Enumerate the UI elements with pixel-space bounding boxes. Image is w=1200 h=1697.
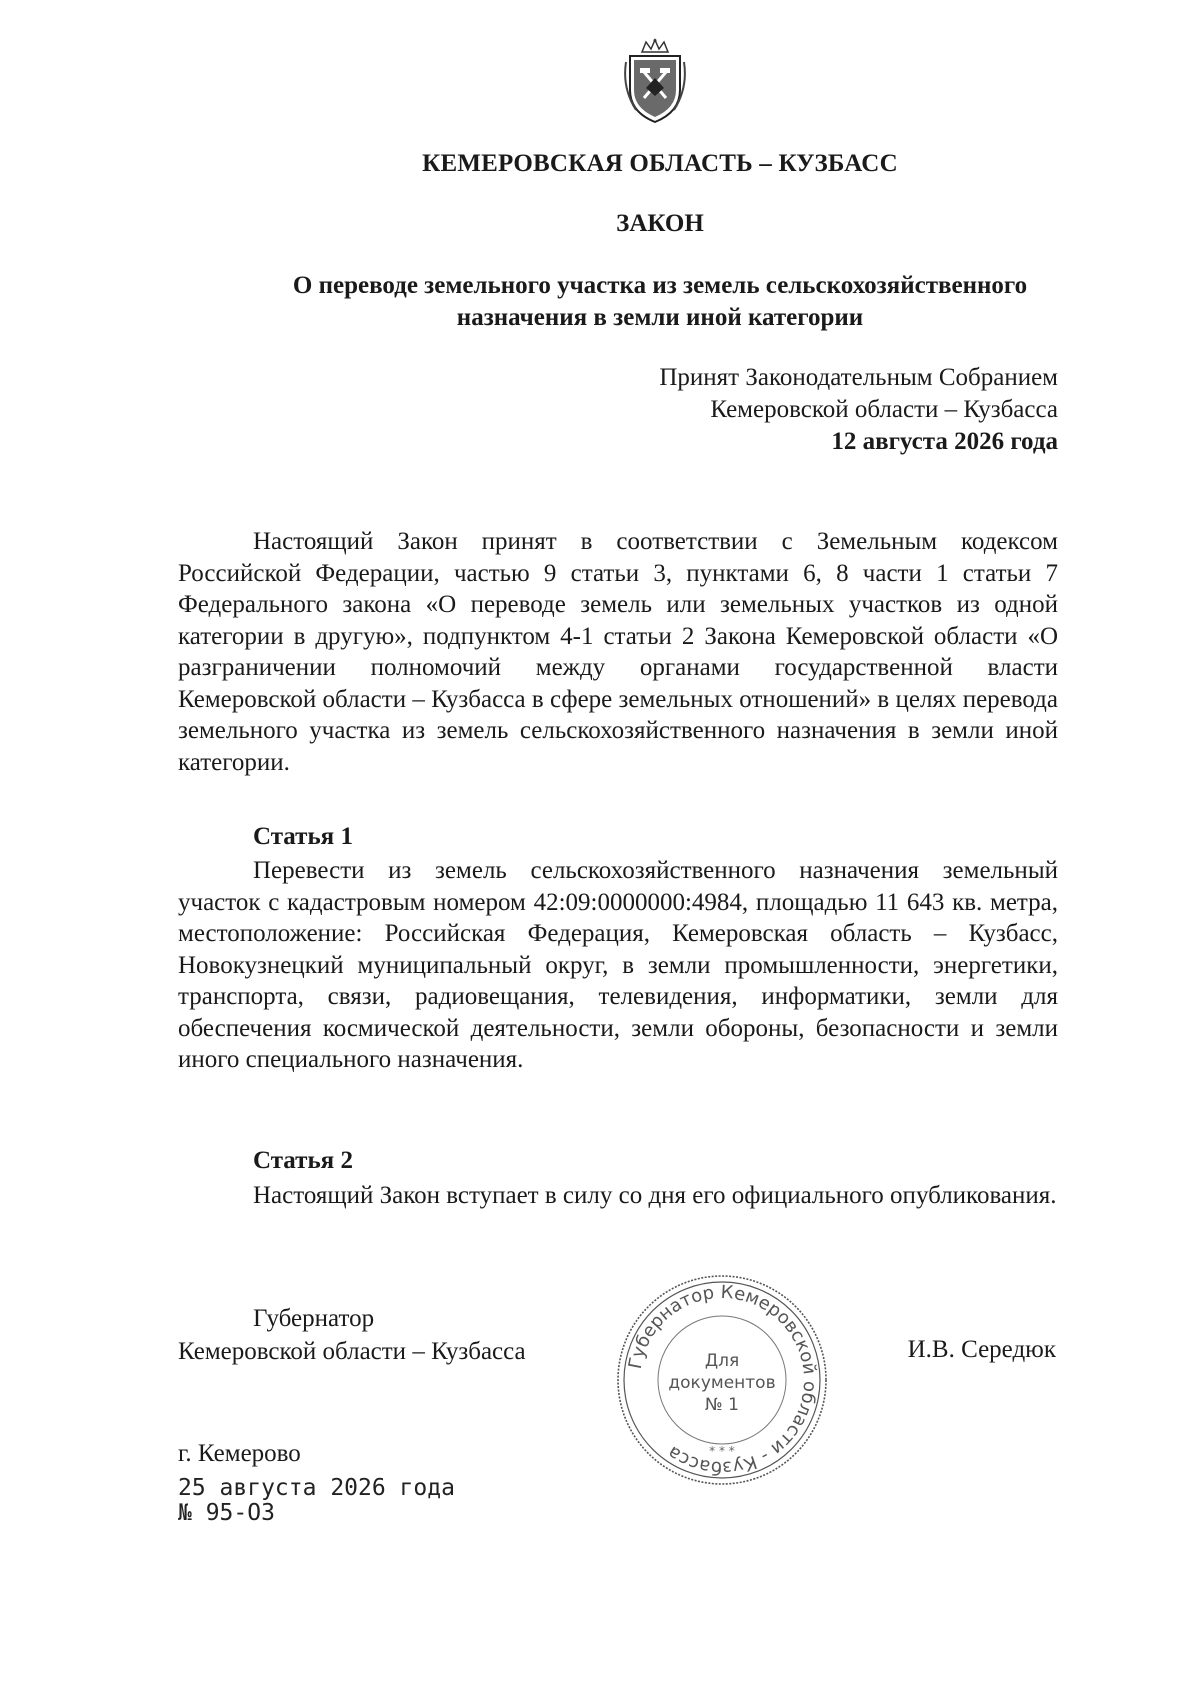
signatory-title-line-1: Губернатор — [253, 1305, 375, 1332]
signatory-title — [178, 1302, 526, 1368]
article-1-heading: Статья 1 — [253, 823, 353, 850]
adoption-line-2: Кемеровской области – Кузбасса — [710, 396, 1058, 423]
document-title — [220, 270, 1100, 334]
article-2-heading: Статья 2 — [253, 1147, 353, 1174]
coat-of-arms-emblem — [622, 38, 688, 124]
stamp-line-2: документов — [668, 1373, 776, 1393]
registration-number: № 95-ОЗ — [178, 1500, 275, 1526]
signatory-title-line-2: Кемеровской области – Кузбасса — [178, 1338, 526, 1365]
signatory-name: И.В. Середюк — [907, 1336, 1056, 1363]
region-name: КЕМЕРОВСКАЯ ОБЛАСТЬ – КУЗБАСС — [422, 150, 898, 177]
stamp-stars: * * * — [709, 1444, 735, 1458]
adoption-date: 12 августа 2026 года — [831, 428, 1058, 455]
document-type: ЗАКОН — [616, 210, 704, 237]
article-2-text: Настоящий Закон вступает в силу со дня его официального опубликования. — [253, 1182, 1057, 1209]
document-title-line-1: О переводе земельного участка из земель сельскохозяйственного — [292, 272, 1028, 299]
registration-block — [178, 1476, 455, 1526]
stamp-line-1: Для — [704, 1351, 740, 1371]
adoption-line-1: Принят Законодательным Собранием — [659, 364, 1058, 391]
stamp-line-3: № 1 — [705, 1395, 739, 1415]
official-seal-stamp — [612, 1270, 832, 1490]
place-of-signing: г. Кемерово — [178, 1440, 301, 1467]
document-title-line-2: назначения в земли иной категории — [456, 304, 864, 331]
article-1-text: Перевести из земель сельскохозяйственного назначения земельный участок с кадастровым номером 42:09:0000000:4984, площадью 11 643 кв. метра, местоположение: Российская Федерация, Кемеровская область – Кузбасс, Новокузнецкий муниципальный округ, в земли промышленности, энергетики, транспорта, связи, радиовещания, телевидения, информатики, земли для обеспечения космической деятельности, земли обороны, безопасности и земли иного специального назначения. — [178, 857, 1058, 1073]
registration-date: 25 августа 2026 года — [178, 1475, 455, 1501]
stamp-ring-text-path: Губернатор Кемеровской области - Кузбасса — [624, 1281, 821, 1479]
preamble-paragraph: Настоящий Закон принят в соответствии с Земельным кодексом Российской Федерации, частью 9 статьи 3, пунктами 6, 8 части 1 статьи 7 Федерального закона «О переводе земель или земельных участков из одной категории в другую», подпунктом 4-1 статьи 2 Закона Кемеровской области «О разграничении полномочий между органами государственной власти Кемеровской области – Кузбасса в сфере земельных отношений» в целях перевода земельного участка из земель сельскохозяйственного назначения в земли иной категории. — [178, 528, 1058, 776]
adoption-block — [659, 362, 1058, 458]
